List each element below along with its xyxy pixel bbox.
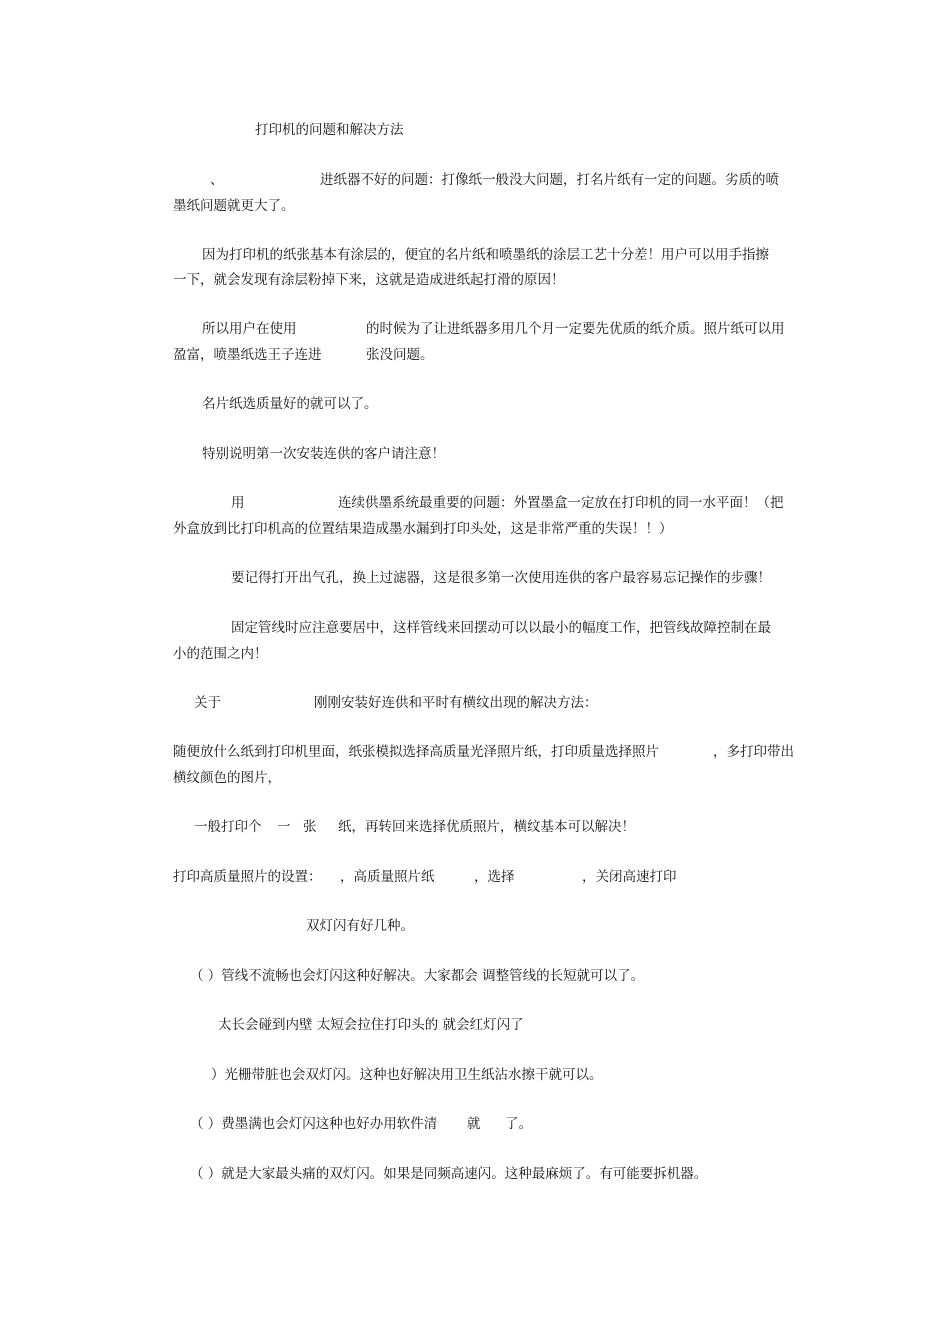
paragraph-text: 墨纸问题就更大了。 <box>173 198 295 214</box>
paragraph-text: 因为打印机的纸张基本有涂层的，便宜的名片纸和喷墨纸的涂层工艺十分差！用户可以用手指擦 <box>202 247 769 263</box>
paragraph-text: 名片纸选质量好的就可以了。 <box>202 396 378 412</box>
paragraph-text: 特别说明第一次安装连供的客户请注意！ <box>202 446 445 462</box>
paragraph-text: ，选择 <box>474 869 515 885</box>
list-item: 就 <box>467 1116 481 1132</box>
paragraph-text: 固定管线时应注意要居中，这样管线来回摆动可以以最小的幅度工作，把管线故障控制在最 <box>231 620 771 636</box>
paragraph-text: 连续供墨系统最重要的问题：外置墨盒一定放在打印机的同一水平面！（把 <box>338 495 784 511</box>
paragraph-text: 、 <box>210 172 224 188</box>
paragraph-text: 小的范围之内！ <box>173 646 268 662</box>
document-title: 打印机的问题和解决方法 <box>255 122 404 138</box>
paragraph-text: 一般打印个 <box>194 819 262 835</box>
paragraph-text: 横纹颜色的图片， <box>173 770 281 786</box>
paragraph-text: 随便放什么纸到打印机里面，纸张模拟选择高质量光泽照片纸，打印质量选择照片 <box>173 744 659 760</box>
list-item: （ ）管线不流畅也会灯闪这种好解决。大家都会 调整管线的长短就可以了。 <box>190 968 645 984</box>
paragraph-text: 用 <box>231 495 245 511</box>
paragraph-text: 打印高质量照片的设置： <box>173 869 322 885</box>
paragraph-text: 张没问题。 <box>366 347 434 363</box>
paragraph-text: 张 <box>303 819 317 835</box>
paragraph-text: 进纸器不好的问题：打像纸一般没大问题，打名片纸有一定的问题。劣质的喷 <box>320 172 779 188</box>
list-item: （ ）费墨满也会灯闪这种也好办用软件清 <box>190 1116 438 1132</box>
paragraph-text: ，高质量照片纸 <box>340 869 435 885</box>
paragraph-text: 关于 <box>194 695 221 711</box>
list-item: ）光栅带脏也会双灯闪。这种也好解决用卫生纸沾水擦干就可以。 <box>211 1067 603 1083</box>
list-item: （ ）就是大家最头痛的双灯闪。如果是同频高速闪。这种最麻烦了。有可能要拆机器。 <box>190 1166 708 1182</box>
paragraph-text: ，关闭高速打印 <box>582 869 677 885</box>
list-item: 了。 <box>505 1116 532 1132</box>
paragraph-text: 要记得打开出气孔，换上过滤器，这是很多第一次使用连供的客户最容易忘记操作的步骤！ <box>231 570 771 586</box>
paragraph-text: 外盒放到比打印机高的位置结果造成墨水漏到打印头处，这是非常严重的失误！！） <box>173 521 673 537</box>
paragraph-text: ，多打印带出 <box>713 744 794 760</box>
paragraph-text: 盈富，喷墨纸选王子连进 <box>173 347 322 363</box>
paragraph-text: 的时候为了让进纸器多用几个月一定要先优质的纸介质。照片纸可以用 <box>366 321 785 337</box>
paragraph-text: 双灯闪有好几种。 <box>306 918 414 934</box>
paragraph-text: 刚刚安装好连供和平时有横纹出现的解决方法： <box>314 695 598 711</box>
paragraph-text: 纸，再转回来选择优质照片，横纹基本可以解决！ <box>338 819 635 835</box>
paragraph-text: 所以用户在使用 <box>202 321 297 337</box>
paragraph-text: 一下，就会发现有涂层粉掉下来，这就是造成进纸起打滑的原因！ <box>173 272 565 288</box>
paragraph-text: 一 <box>277 819 291 835</box>
list-item: 太长会碰到内壁 太短会拉住打印头的 就会红灯闪了 <box>218 1017 524 1033</box>
